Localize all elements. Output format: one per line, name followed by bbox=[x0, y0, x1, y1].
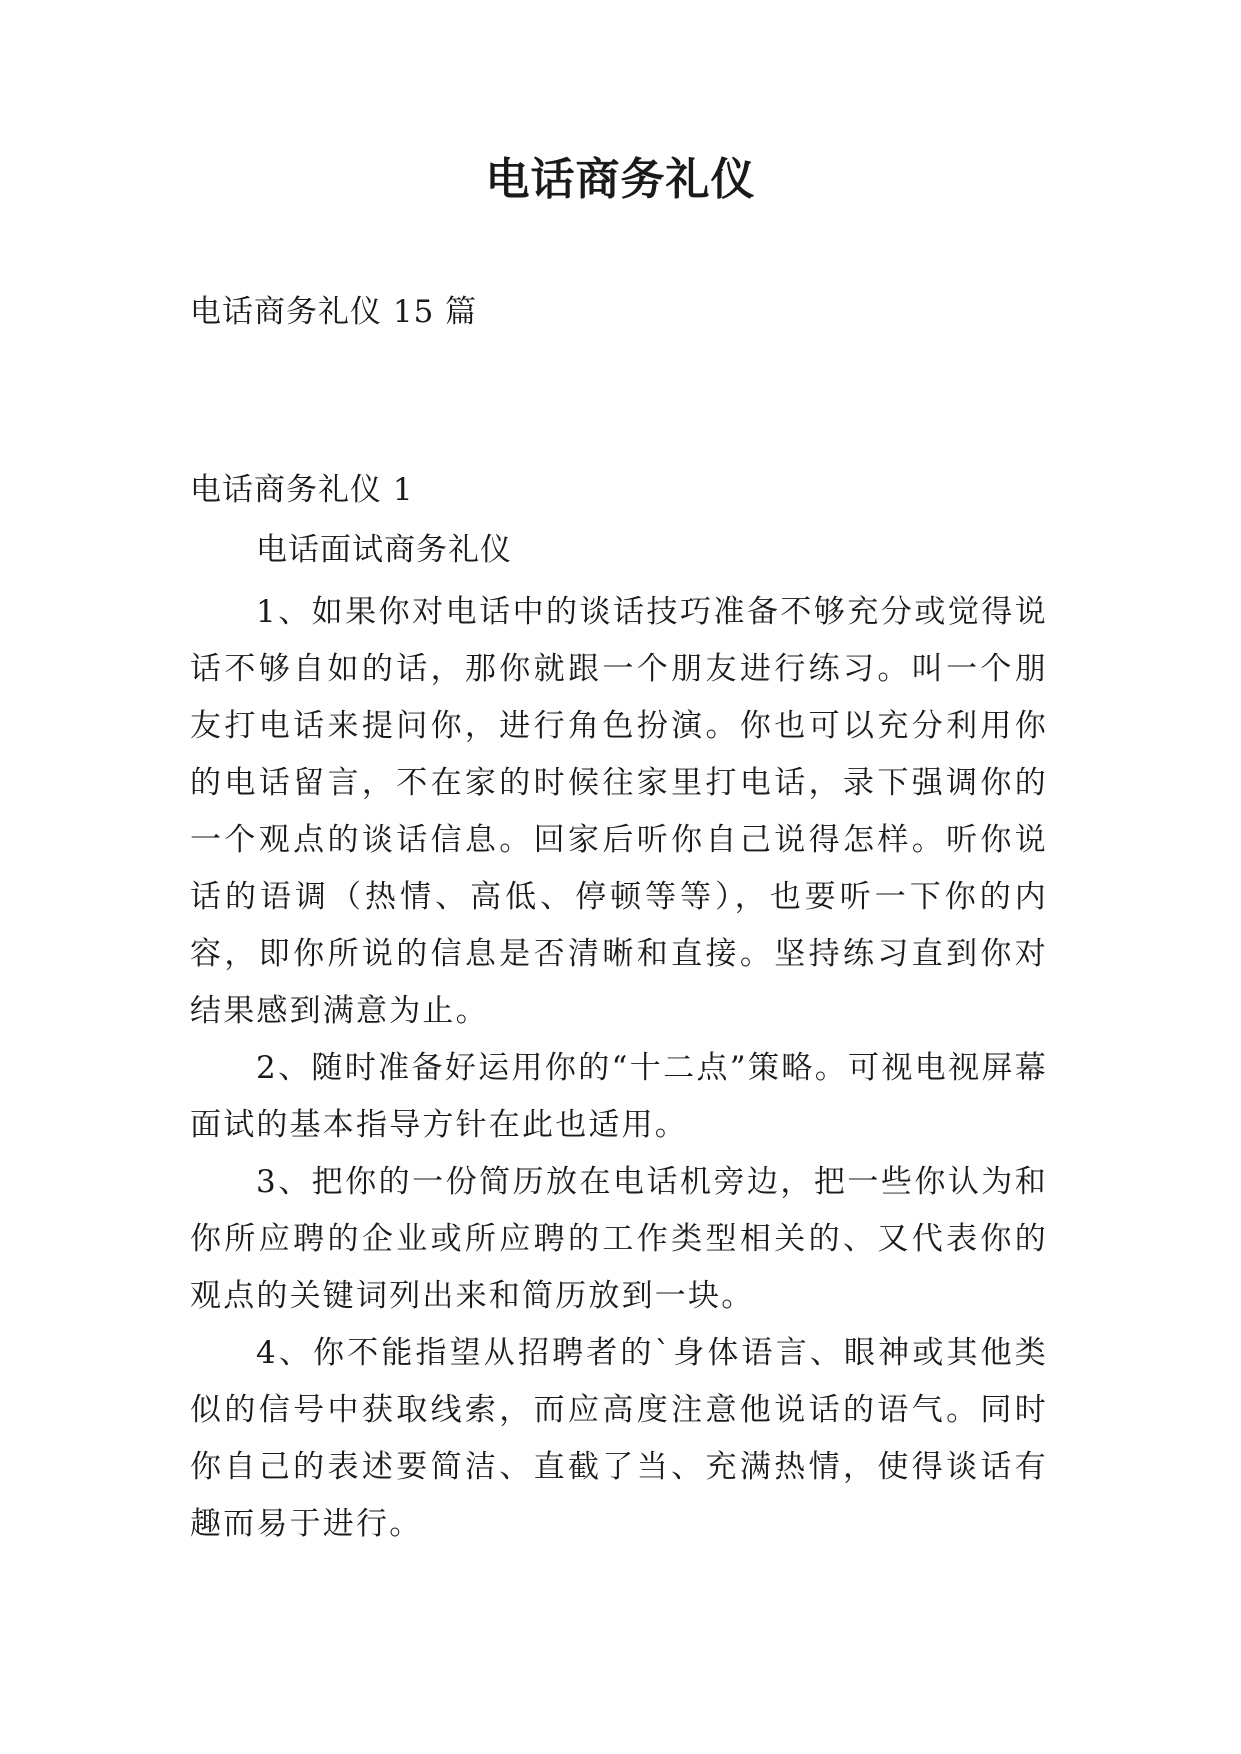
paragraph-4: 4、你不能指望从招聘者的`身体语言、眼神或其他类似的信号中获取线索，而应高度注意他说话的语气。同时你自己的表述要简洁、直截了当、充满热情，使得谈话有趣而易于进行。 bbox=[190, 1335, 1048, 1542]
paragraph-3: 3、把你的一份简历放在电话机旁边，把一些你认为和你所应聘的企业或所应聘的工作类型相关的、又代表你的观点的关键词列出来和简历放到一块。 bbox=[190, 1164, 1048, 1314]
document-subtitle: 电话商务礼仪 15 篇 bbox=[190, 294, 478, 330]
section-body bbox=[190, 528, 1048, 1553]
paragraph-1: 1、如果你对电话中的谈话技巧准备不够充分或觉得说话不够自如的话，那你就跟一个朋友进行练习。叫一个朋友打电话来提问你，进行角色扮演。你也可以充分利用你的电话留言，不在家的时候往家里打电话，录下强调你的一个观点的谈话信息。回家后听你自己说得怎样。听你说话的语调（热情、高低、停顿等等），也要听一下你的内容，即你所说的信息是否清晰和直接。坚持练习直到你对结果感到满意为止。 bbox=[190, 594, 1048, 1029]
document-title: 电话商务礼仪 bbox=[485, 154, 756, 205]
sub-heading: 电话面试商务礼仪 bbox=[256, 532, 512, 568]
paragraph-2: 2、随时准备好运用你的“十二点”策略。可视电视屏幕面试的基本指导方针在此也适用。 bbox=[190, 1050, 1048, 1143]
section-heading: 电话商务礼仪 1 bbox=[190, 472, 414, 508]
